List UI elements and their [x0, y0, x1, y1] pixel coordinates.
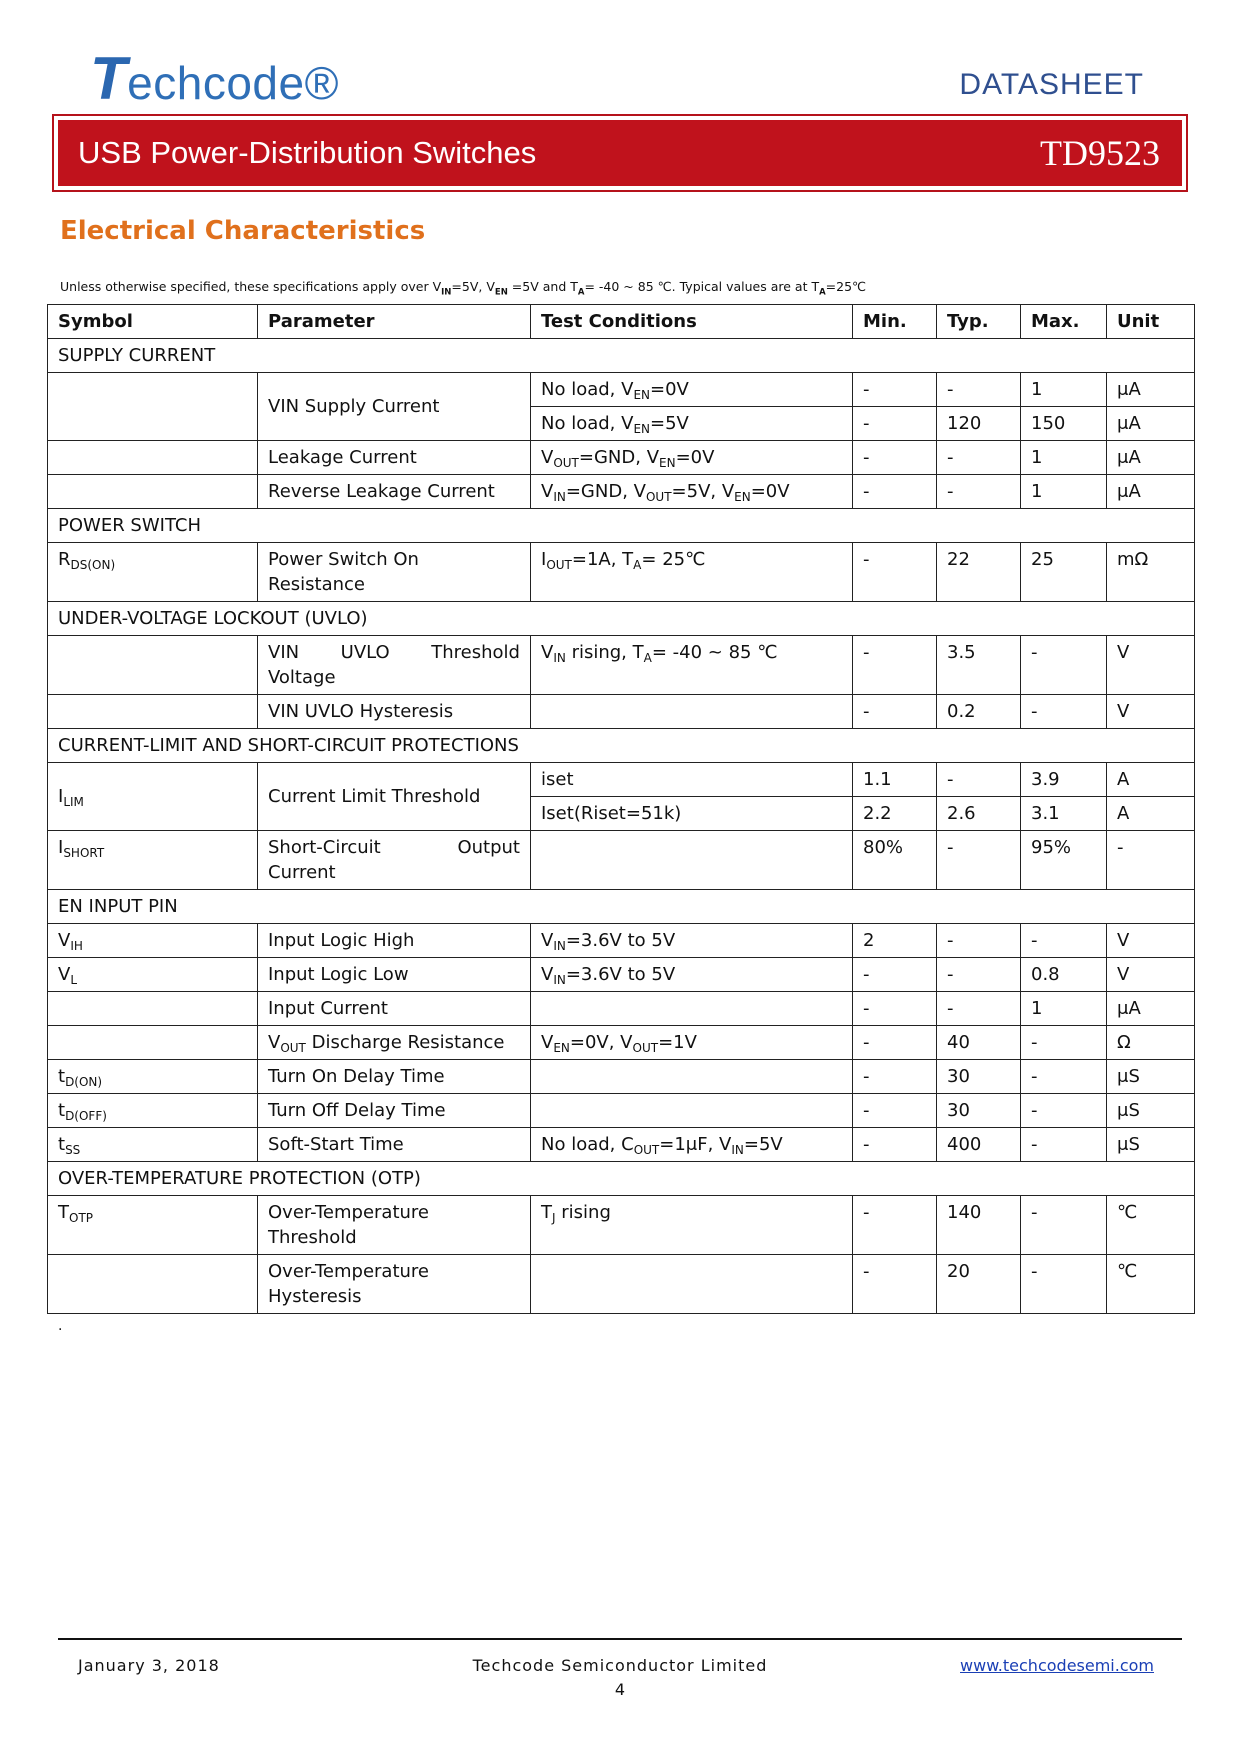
typ-cell: - [937, 924, 1021, 958]
techcode-logo [90, 44, 339, 113]
test-cell: iset [531, 763, 853, 797]
unit-cell: μS [1107, 1128, 1195, 1162]
parameter-cell: VIN UVLO Hysteresis [258, 695, 531, 729]
footer-date: January 3, 2018 [78, 1656, 220, 1675]
test-cell: Iset(Riset=51k) [531, 797, 853, 831]
min-cell: - [853, 543, 937, 602]
min-cell: - [853, 636, 937, 695]
typ-cell: 40 [937, 1026, 1021, 1060]
section-row: CURRENT-LIMIT AND SHORT-CIRCUIT PROTECTIONS [48, 729, 1195, 763]
unit-cell: μA [1107, 407, 1195, 441]
title-banner [52, 114, 1188, 192]
parameter-cell: Turn On Delay Time [258, 1060, 531, 1094]
min-cell: 2 [853, 924, 937, 958]
section-title: Electrical Characteristics [60, 216, 426, 246]
max-cell: - [1021, 924, 1107, 958]
table-row [48, 763, 1195, 797]
typ-cell: - [937, 441, 1021, 475]
min-cell: - [853, 1255, 937, 1314]
table-row [48, 831, 1195, 890]
test-cell: $V_{IN}=3.6V$ to 5V [531, 958, 853, 992]
unit-cell: mΩ [1107, 543, 1195, 602]
table-row [48, 1196, 1195, 1255]
symbol-cell [48, 1026, 258, 1060]
test-cell: $V_{IN}$ rising, $T_A= -40$ ~ 85 ℃ [531, 636, 853, 695]
header-symbol: Symbol [48, 305, 258, 339]
electrical-characteristics-table [47, 304, 1195, 1314]
parameter-cell: Short-Circuit Output Current [258, 831, 531, 890]
parameter-cell: VIN UVLO Threshold Voltage [258, 636, 531, 695]
table-header-row [48, 305, 1195, 339]
table-row [48, 1094, 1195, 1128]
test-cell: $V_{IN}=3.6V$ to 5V [531, 924, 853, 958]
section-row: OVER-TEMPERATURE PROTECTION (OTP) [48, 1162, 1195, 1196]
test-cell: $T_J$ rising [531, 1196, 853, 1255]
table-row [48, 958, 1195, 992]
typ-cell: 3.5 [937, 636, 1021, 695]
unit-cell: μS [1107, 1060, 1195, 1094]
header-unit: Unit [1107, 305, 1195, 339]
parameter-cell: Over-Temperature Threshold [258, 1196, 531, 1255]
table-row [48, 373, 1195, 407]
max-cell: - [1021, 695, 1107, 729]
unit-cell: ℃ [1107, 1255, 1195, 1314]
test-cell [531, 992, 853, 1026]
test-cell: $V_{IN}=GND$, $V_{OUT}=5V$, $V_{EN}=0V$ [531, 475, 853, 509]
header-test-conditions: Test Conditions [531, 305, 853, 339]
unit-cell: A [1107, 763, 1195, 797]
test-cell [531, 695, 853, 729]
min-cell: - [853, 1094, 937, 1128]
symbol-cell [48, 475, 258, 509]
typ-cell: 140 [937, 1196, 1021, 1255]
parameter-cell: Input Logic Low [258, 958, 531, 992]
table-row [48, 695, 1195, 729]
test-cell: $I_{OUT}=1A$, $T_A=$ 25℃ [531, 543, 853, 602]
test-cell: No load, $C_{OUT}=1\mu F$, $V_{IN}=5V$ [531, 1128, 853, 1162]
max-cell: - [1021, 636, 1107, 695]
min-cell: - [853, 1196, 937, 1255]
symbol-cell: $t_{SS}$ [48, 1128, 258, 1162]
max-cell: 25 [1021, 543, 1107, 602]
typ-cell: 0.2 [937, 695, 1021, 729]
symbol-cell [48, 695, 258, 729]
min-cell: - [853, 441, 937, 475]
parameter-cell: Over-Temperature Hysteresis [258, 1255, 531, 1314]
table-row [48, 1060, 1195, 1094]
unit-cell: - [1107, 831, 1195, 890]
symbol-cell: $T_{OTP}$ [48, 1196, 258, 1255]
min-cell: - [853, 992, 937, 1026]
parameter-cell: Leakage Current [258, 441, 531, 475]
footer-company: Techcode Semiconductor Limited [472, 1656, 768, 1675]
max-cell: 3.1 [1021, 797, 1107, 831]
footer-divider [58, 1638, 1182, 1640]
min-cell: - [853, 407, 937, 441]
header-typ: Typ. [937, 305, 1021, 339]
table-row [48, 924, 1195, 958]
max-cell: - [1021, 1060, 1107, 1094]
test-cell [531, 831, 853, 890]
max-cell: - [1021, 1094, 1107, 1128]
max-cell: - [1021, 1128, 1107, 1162]
max-cell: 1 [1021, 475, 1107, 509]
typ-cell: - [937, 958, 1021, 992]
parameter-cell: Input Current [258, 992, 531, 1026]
parameter-cell: Reverse Leakage Current [258, 475, 531, 509]
test-cell [531, 1060, 853, 1094]
symbol-cell: $I_{LIM}$ [48, 763, 258, 831]
typ-cell: - [937, 992, 1021, 1026]
unit-cell: V [1107, 958, 1195, 992]
min-cell: 1.1 [853, 763, 937, 797]
symbol-cell [48, 1255, 258, 1314]
document-type-label: DATASHEET [959, 68, 1144, 101]
typ-cell: - [937, 763, 1021, 797]
table-row [48, 543, 1195, 602]
unit-cell: μA [1107, 441, 1195, 475]
test-cell [531, 1255, 853, 1314]
typ-cell: - [937, 475, 1021, 509]
symbol-cell [48, 441, 258, 475]
parameter-cell: Turn Off Delay Time [258, 1094, 531, 1128]
logo-wordmark: echcode® [127, 57, 339, 109]
parameter-cell: Soft-Start Time [258, 1128, 531, 1162]
test-conditions-note: Unless otherwise specified, these specifications apply over $V_{IN}=5V$, $V_{EN} =5V$ and $T_A= -40$ ~ 85 ℃. Typical values are at $T_A=25℃$ [60, 279, 867, 298]
symbol-cell [48, 636, 258, 695]
unit-cell: μA [1107, 992, 1195, 1026]
test-cell: $V_{OUT}=GND$, $V_{EN}=0V$ [531, 441, 853, 475]
trailing-mark: . [58, 1318, 63, 1334]
max-cell: 95% [1021, 831, 1107, 890]
typ-cell: 30 [937, 1094, 1021, 1128]
section-row: EN INPUT PIN [48, 890, 1195, 924]
max-cell: 3.9 [1021, 763, 1107, 797]
max-cell: 1 [1021, 373, 1107, 407]
parameter-cell: VIN Supply Current [258, 373, 531, 441]
section-row: SUPPLY CURRENT [48, 339, 1195, 373]
max-cell: 1 [1021, 992, 1107, 1026]
typ-cell: 20 [937, 1255, 1021, 1314]
unit-cell: V [1107, 924, 1195, 958]
symbol-cell: $I_{SHORT}$ [48, 831, 258, 890]
header-parameter: Parameter [258, 305, 531, 339]
symbol-cell: $t_{D(ON)}$ [48, 1060, 258, 1094]
section-row: UNDER-VOLTAGE LOCKOUT (UVLO) [48, 602, 1195, 636]
test-cell: No load, $V_{EN}=5V$ [531, 407, 853, 441]
typ-cell: 30 [937, 1060, 1021, 1094]
typ-cell: - [937, 373, 1021, 407]
max-cell: 0.8 [1021, 958, 1107, 992]
logo-initial: T [90, 45, 128, 112]
part-number: TD9523 [1040, 133, 1160, 173]
unit-cell: μA [1107, 373, 1195, 407]
min-cell: - [853, 373, 937, 407]
min-cell: 2.2 [853, 797, 937, 831]
min-cell: 80% [853, 831, 937, 890]
min-cell: - [853, 958, 937, 992]
table-row [48, 1026, 1195, 1060]
table-row [48, 636, 1195, 695]
symbol-cell: $V_{IH}$ [48, 924, 258, 958]
unit-cell: V [1107, 695, 1195, 729]
header-min: Min. [853, 305, 937, 339]
table-row [48, 992, 1195, 1026]
section-row: POWER SWITCH [48, 509, 1195, 543]
unit-cell: μA [1107, 475, 1195, 509]
parameter-cell: $V_{OUT}$ Discharge Resistance [258, 1026, 531, 1060]
website-link[interactable]: www.techcodesemi.com [960, 1656, 1154, 1675]
parameter-cell: Power Switch On Resistance [258, 543, 531, 602]
unit-cell: V [1107, 636, 1195, 695]
max-cell: - [1021, 1026, 1107, 1060]
min-cell: - [853, 695, 937, 729]
unit-cell: Ω [1107, 1026, 1195, 1060]
typ-cell: 400 [937, 1128, 1021, 1162]
typ-cell: 22 [937, 543, 1021, 602]
unit-cell: μS [1107, 1094, 1195, 1128]
symbol-cell: $t_{D(OFF)}$ [48, 1094, 258, 1128]
max-cell: 150 [1021, 407, 1107, 441]
symbol-cell [48, 373, 258, 441]
unit-cell: A [1107, 797, 1195, 831]
max-cell: - [1021, 1255, 1107, 1314]
test-cell [531, 1094, 853, 1128]
symbol-cell: $V_L$ [48, 958, 258, 992]
symbol-cell [48, 992, 258, 1026]
banner-title: USB Power-Distribution Switches [78, 135, 537, 170]
table-row [48, 441, 1195, 475]
unit-cell: ℃ [1107, 1196, 1195, 1255]
min-cell: - [853, 1026, 937, 1060]
table-row [48, 475, 1195, 509]
typ-cell: - [937, 831, 1021, 890]
min-cell: - [853, 475, 937, 509]
page-number: 4 [614, 1680, 626, 1699]
test-cell: No load, $V_{EN}=0V$ [531, 373, 853, 407]
max-cell: - [1021, 1196, 1107, 1255]
max-cell: 1 [1021, 441, 1107, 475]
parameter-cell: Input Logic High [258, 924, 531, 958]
header-max: Max. [1021, 305, 1107, 339]
min-cell: - [853, 1128, 937, 1162]
min-cell: - [853, 1060, 937, 1094]
parameter-cell: Current Limit Threshold [258, 763, 531, 831]
symbol-cell: $R_{DS(ON)}$ [48, 543, 258, 602]
table-row [48, 1255, 1195, 1314]
typ-cell: 120 [937, 407, 1021, 441]
test-cell: $V_{EN}=0V$, $V_{OUT}=1V$ [531, 1026, 853, 1060]
table-row [48, 1128, 1195, 1162]
typ-cell: 2.6 [937, 797, 1021, 831]
